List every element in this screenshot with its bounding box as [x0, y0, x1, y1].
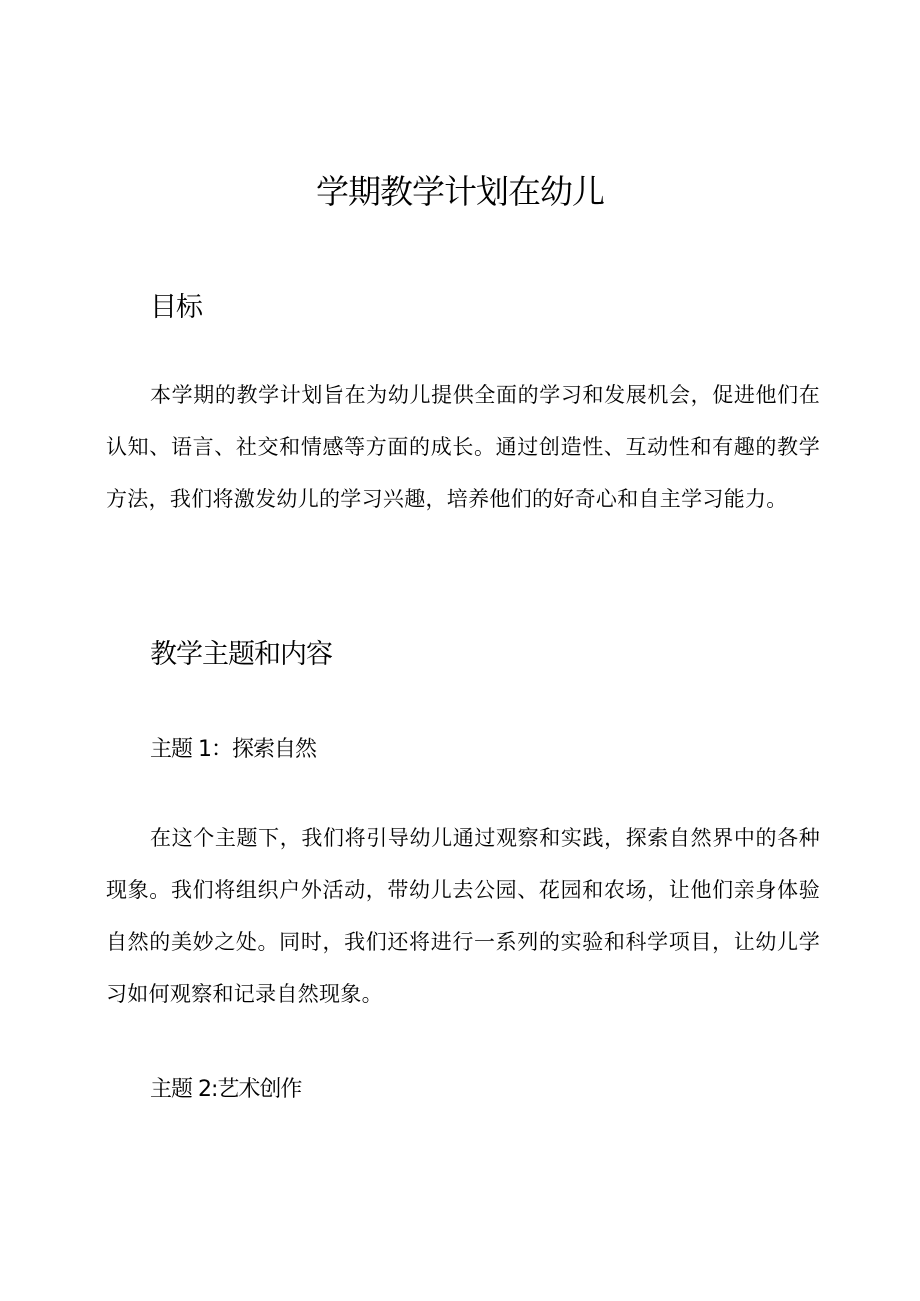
theme2-heading: 主题 2:艺术创作 [150, 1077, 302, 1102]
theme1-heading: 主题 1：探索自然 [150, 737, 316, 762]
section-heading-goal: 目标 [150, 292, 202, 323]
section-heading-themes: 教学主题和内容 [150, 639, 332, 670]
goal-paragraph: 本学期的教学计划旨在为幼儿提供全面的学习和发展机会，促进他们在认知、语言、社交和情感等方面的成长。通过创造性、互动性和有趣的教学方法，我们将激发幼儿的学习兴趣，培养他们的好奇心和自主学习能力。 [106, 383, 820, 511]
document-title: 学期教学计划在幼儿 [316, 172, 604, 211]
theme1-paragraph: 在这个主题下，我们将引导幼儿通过观察和实践，探索自然界中的各种现象。我们将组织户外活动，带幼儿去公园、花园和农场，让他们亲身体验自然的美妙之处。同时，我们还将进行一系列的实验和科学项目，让幼儿学习如何观察和记录自然现象。 [106, 826, 820, 1006]
